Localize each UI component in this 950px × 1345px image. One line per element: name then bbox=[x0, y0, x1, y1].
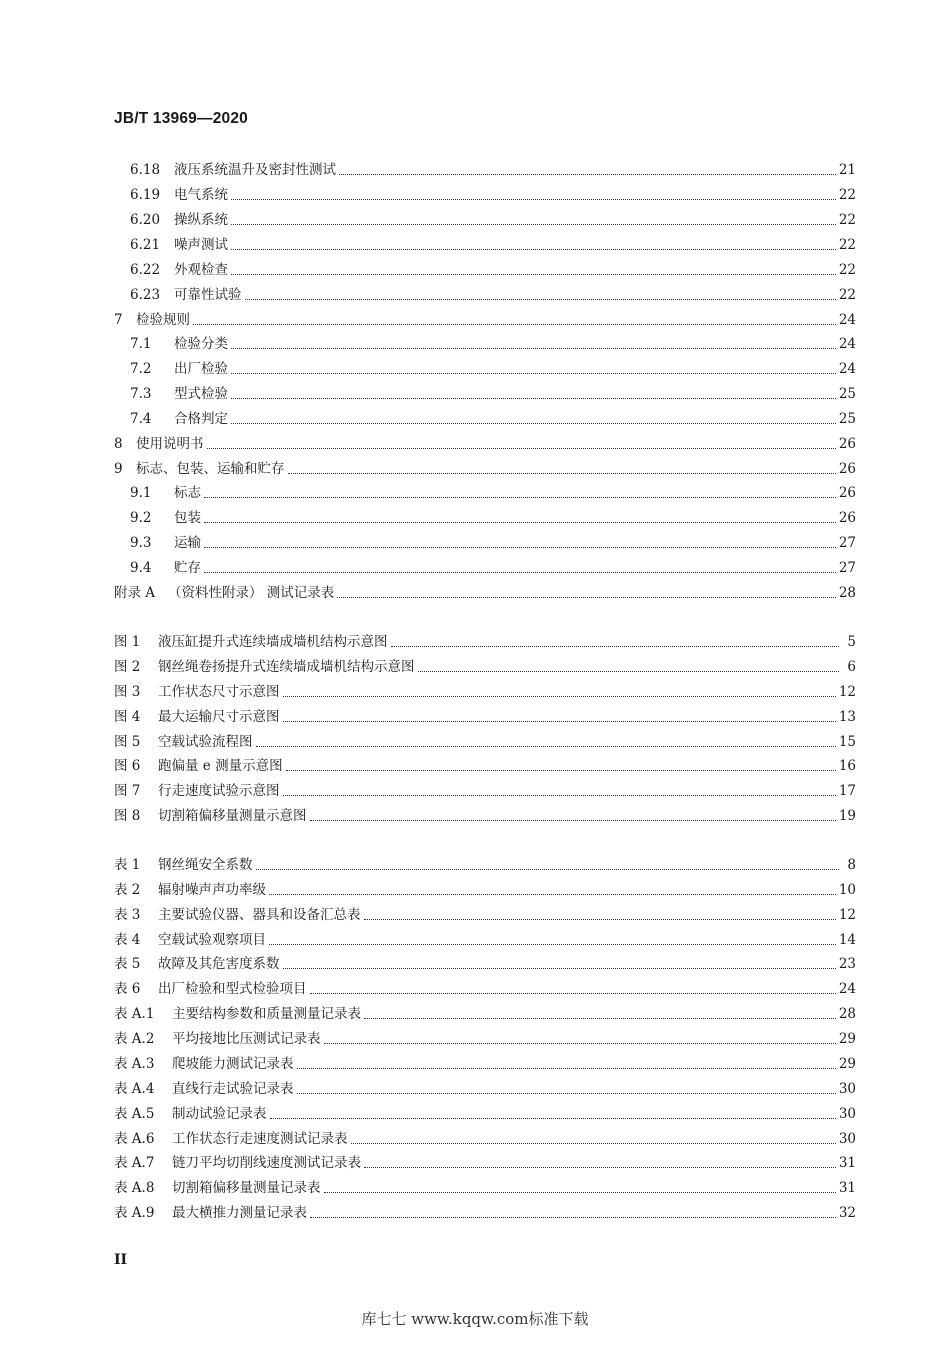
toc-entry-number: 表 A.1 bbox=[114, 1006, 155, 1022]
toc-entry-page: 10 bbox=[838, 882, 856, 898]
toc-entry-title: 型式检验 bbox=[174, 386, 228, 402]
toc-entry-page: 13 bbox=[838, 709, 856, 725]
toc-entry-number: 6.20 bbox=[130, 212, 161, 228]
toc-entry-page: 25 bbox=[838, 411, 856, 427]
toc-entry-title: 平均接地比压测试记录表 bbox=[172, 1031, 321, 1047]
toc-entry[interactable] bbox=[114, 432, 856, 452]
dot-leader bbox=[231, 372, 836, 374]
dot-leader bbox=[231, 248, 836, 250]
dot-leader bbox=[283, 794, 836, 796]
toc-entry-page: 17 bbox=[838, 783, 856, 799]
toc-entry[interactable] bbox=[114, 581, 856, 601]
toc-entry-number: 表 A.3 bbox=[114, 1056, 155, 1072]
toc-entry-page: 31 bbox=[838, 1180, 856, 1196]
toc-entry-page: 22 bbox=[838, 287, 856, 303]
dot-leader bbox=[204, 571, 836, 573]
dot-leader bbox=[269, 893, 836, 895]
dot-leader bbox=[231, 273, 836, 275]
toc-entry-page: 22 bbox=[838, 187, 856, 203]
toc-entry[interactable] bbox=[130, 332, 856, 352]
toc-entry[interactable] bbox=[114, 754, 856, 774]
toc-entry[interactable] bbox=[114, 1027, 856, 1047]
toc-entry-number: 表 A.5 bbox=[114, 1106, 155, 1122]
toc-entry-number: 表 A.7 bbox=[114, 1155, 155, 1171]
toc-entry-title: 包装 bbox=[174, 510, 201, 526]
toc-entry-number: 表 4 bbox=[114, 932, 141, 948]
toc-entry-title: 跑偏量 e 测量示意图 bbox=[158, 758, 283, 774]
page-number: II bbox=[114, 1252, 128, 1268]
dot-leader bbox=[286, 769, 836, 771]
toc-entry-title: 切割箱偏移量测量示意图 bbox=[158, 808, 307, 824]
toc-entry-number: 7.2 bbox=[130, 361, 152, 377]
toc-entry-page: 12 bbox=[838, 684, 856, 700]
toc-entry-page: 22 bbox=[838, 212, 856, 228]
dot-leader bbox=[339, 173, 836, 175]
toc-entry-page: 6 bbox=[847, 659, 856, 675]
dot-leader bbox=[269, 943, 836, 945]
toc-entry-number: 图 8 bbox=[114, 808, 141, 824]
toc-entry-title: 操纵系统 bbox=[174, 212, 228, 228]
toc-entry-number: 表 3 bbox=[114, 907, 141, 923]
toc-entry-page: 26 bbox=[838, 436, 856, 452]
toc-entry-title: 使用说明书 bbox=[136, 436, 204, 452]
dot-leader bbox=[256, 745, 836, 747]
toc-entry[interactable] bbox=[114, 903, 856, 923]
dot-leader bbox=[231, 223, 836, 225]
toc-entry-number: 9.3 bbox=[130, 535, 152, 551]
toc-entry[interactable] bbox=[130, 357, 856, 377]
toc-entry-title: 主要试验仪器、器具和设备汇总表 bbox=[158, 907, 361, 923]
toc-entry-page: 15 bbox=[838, 734, 856, 750]
toc-entry[interactable] bbox=[130, 407, 856, 427]
toc-entry[interactable] bbox=[130, 506, 856, 526]
toc-entry[interactable] bbox=[130, 183, 856, 203]
toc-entry-page: 5 bbox=[847, 634, 856, 650]
toc-entry-page: 22 bbox=[838, 237, 856, 253]
dot-leader bbox=[193, 323, 836, 325]
toc-entry-page: 27 bbox=[838, 560, 856, 576]
toc-entry-number: 图 5 bbox=[114, 734, 141, 750]
toc-entry[interactable] bbox=[130, 531, 856, 551]
toc-entry-title: 故障及其危害度系数 bbox=[158, 956, 280, 972]
dot-leader bbox=[231, 347, 836, 349]
toc-entry-number: 9.4 bbox=[130, 560, 152, 576]
toc-entry-title: 链刀平均切削线速度测试记录表 bbox=[172, 1155, 361, 1171]
dot-leader bbox=[391, 645, 840, 647]
toc-entry-number: 图 2 bbox=[114, 659, 141, 675]
toc-entry[interactable] bbox=[114, 1052, 856, 1072]
toc-entry-title: 行走速度试验示意图 bbox=[158, 783, 280, 799]
toc-entry-title: 切割箱偏移量测量记录表 bbox=[172, 1180, 321, 1196]
toc-entry-page: 24 bbox=[838, 981, 856, 997]
toc-entry-number: 表 A.8 bbox=[114, 1180, 155, 1196]
toc-entry-page: 32 bbox=[838, 1205, 856, 1221]
toc-entry-number: 附录 A bbox=[114, 585, 156, 601]
toc-entry[interactable] bbox=[114, 1077, 856, 1097]
toc-entry-title: 运输 bbox=[174, 535, 201, 551]
toc-entry-number: 6.23 bbox=[130, 287, 161, 303]
toc-entry-number: 8 bbox=[114, 436, 123, 452]
toc-entry[interactable] bbox=[114, 308, 856, 328]
toc-entry-page: 8 bbox=[847, 857, 856, 873]
toc-entry-number: 7.1 bbox=[130, 336, 152, 352]
toc-entry-number: 6.18 bbox=[130, 162, 161, 178]
dot-leader bbox=[283, 695, 836, 697]
toc-entry[interactable] bbox=[114, 630, 856, 650]
toc-entry-number: 图 4 bbox=[114, 709, 141, 725]
toc-entry[interactable] bbox=[114, 878, 856, 898]
dot-leader bbox=[310, 1216, 836, 1218]
toc-entry-page: 27 bbox=[838, 535, 856, 551]
toc-entry-number: 图 3 bbox=[114, 684, 141, 700]
toc-entry-title: 空载试验观察项目 bbox=[158, 932, 266, 948]
toc-entry[interactable] bbox=[114, 457, 856, 477]
toc-entry-page: 23 bbox=[838, 956, 856, 972]
toc-entry[interactable] bbox=[114, 705, 856, 725]
toc-entry-title: 钢丝绳安全系数 bbox=[158, 857, 253, 873]
toc-entry[interactable] bbox=[114, 730, 856, 750]
toc-entry[interactable] bbox=[114, 952, 856, 972]
toc-entry-number: 6.19 bbox=[130, 187, 161, 203]
toc-entry-page: 21 bbox=[838, 162, 856, 178]
dot-leader bbox=[364, 1166, 836, 1168]
toc-entry[interactable] bbox=[114, 804, 856, 824]
toc-entry-title: 最大运输尺寸示意图 bbox=[158, 709, 280, 725]
toc-entry-title: 辐射噪声声功率级 bbox=[158, 882, 266, 898]
dot-leader bbox=[297, 1067, 836, 1069]
dot-leader bbox=[324, 1042, 836, 1044]
toc-entry-title: 贮存 bbox=[174, 560, 201, 576]
toc-entry-page: 25 bbox=[838, 386, 856, 402]
toc-entry-title: 噪声测试 bbox=[174, 237, 228, 253]
toc-entry-number: 图 6 bbox=[114, 758, 141, 774]
dot-leader bbox=[231, 422, 836, 424]
toc-entry-page: 30 bbox=[838, 1131, 856, 1147]
toc-entry-title: 合格判定 bbox=[174, 411, 228, 427]
dot-leader bbox=[204, 546, 836, 548]
toc-entry-title: 标志 bbox=[174, 485, 201, 501]
toc-entry-number: 表 A.2 bbox=[114, 1031, 155, 1047]
toc-entry[interactable] bbox=[130, 208, 856, 228]
toc-entry[interactable] bbox=[114, 1151, 856, 1171]
toc-entry[interactable] bbox=[114, 779, 856, 799]
toc-entry[interactable] bbox=[114, 1127, 856, 1147]
toc-entry[interactable] bbox=[130, 283, 856, 303]
dot-leader bbox=[204, 496, 836, 498]
toc-entry[interactable] bbox=[130, 258, 856, 278]
toc-entry-number: 7.3 bbox=[130, 386, 152, 402]
toc-entry-page: 29 bbox=[838, 1031, 856, 1047]
toc-entry[interactable] bbox=[114, 1176, 856, 1196]
toc-entry-page: 24 bbox=[838, 312, 856, 328]
toc-entry[interactable] bbox=[114, 680, 856, 700]
toc-entry[interactable] bbox=[114, 1201, 856, 1221]
toc-entry[interactable] bbox=[114, 977, 856, 997]
toc-entry-number: 9.1 bbox=[130, 485, 152, 501]
toc-entry-number: 表 A.9 bbox=[114, 1205, 155, 1221]
toc-entry-page: 14 bbox=[838, 932, 856, 948]
toc-entry-number: 6.21 bbox=[130, 237, 161, 253]
toc-entry-title: 工作状态尺寸示意图 bbox=[158, 684, 280, 700]
toc-entry-title: 爬坡能力测试记录表 bbox=[172, 1056, 294, 1072]
toc-entry-number: 表 2 bbox=[114, 882, 141, 898]
toc-entry-title: 工作状态行走速度测试记录表 bbox=[172, 1131, 348, 1147]
toc-entry-title: 外观检查 bbox=[174, 262, 228, 278]
dot-leader bbox=[283, 967, 836, 969]
toc-entry-number: 9 bbox=[114, 461, 123, 477]
toc-entry[interactable] bbox=[114, 1102, 856, 1122]
toc-entry-page: 28 bbox=[838, 1006, 856, 1022]
dot-leader bbox=[288, 472, 836, 474]
dot-leader bbox=[364, 1017, 836, 1019]
toc-entry-title: 钢丝绳卷扬提升式连续墙成墙机结构示意图 bbox=[158, 659, 415, 675]
toc-entry-title: 液压系统温升及密封性测试 bbox=[174, 162, 336, 178]
toc-entry[interactable] bbox=[130, 556, 856, 576]
toc-entry-title: 标志、包装、运输和贮存 bbox=[136, 461, 285, 477]
dot-leader bbox=[351, 1142, 836, 1144]
document-code: JB/T 13969—2020 bbox=[114, 110, 248, 127]
dot-leader bbox=[310, 992, 836, 994]
toc-entry-page: 31 bbox=[838, 1155, 856, 1171]
toc-entry-title: 液压缸提升式连续墙成墙机结构示意图 bbox=[158, 634, 388, 650]
toc-entry-title: 可靠性试验 bbox=[174, 287, 242, 303]
toc-entry-title: 空载试验流程图 bbox=[158, 734, 253, 750]
toc-entry-title: 检验规则 bbox=[136, 312, 190, 328]
toc-entry-page: 24 bbox=[838, 336, 856, 352]
toc-entry-title: 主要结构参数和质量测量记录表 bbox=[172, 1006, 361, 1022]
toc-entry-number: 表 1 bbox=[114, 857, 141, 873]
dot-leader bbox=[324, 1191, 836, 1193]
watermark-text: 库七七 www.kqqw.com标准下载 bbox=[361, 1310, 589, 1328]
toc-entry-title: 检验分类 bbox=[174, 336, 228, 352]
toc-entry[interactable] bbox=[130, 481, 856, 501]
toc-entry-page: 29 bbox=[838, 1056, 856, 1072]
dot-leader bbox=[297, 1092, 836, 1094]
toc-entry-page: 30 bbox=[838, 1081, 856, 1097]
toc-entry-title: 电气系统 bbox=[174, 187, 228, 203]
toc-entry[interactable] bbox=[114, 853, 856, 873]
dot-leader bbox=[204, 521, 836, 523]
dot-leader bbox=[283, 720, 836, 722]
toc-entry-title: （资料性附录） 测试记录表 bbox=[168, 585, 335, 601]
toc-entry-number: 表 5 bbox=[114, 956, 141, 972]
toc-entry[interactable] bbox=[114, 655, 856, 675]
dot-leader bbox=[270, 1117, 836, 1119]
toc-entry[interactable] bbox=[114, 928, 856, 948]
toc-entry-number: 7.4 bbox=[130, 411, 152, 427]
toc-entry-page: 19 bbox=[838, 808, 856, 824]
toc-entry-page: 28 bbox=[838, 585, 856, 601]
dot-leader bbox=[231, 198, 836, 200]
toc-entry-page: 30 bbox=[838, 1106, 856, 1122]
toc-entry-page: 16 bbox=[838, 758, 856, 774]
dot-leader bbox=[231, 397, 836, 399]
dot-leader bbox=[418, 670, 840, 672]
dot-leader bbox=[245, 298, 836, 300]
toc-entry-page: 12 bbox=[838, 907, 856, 923]
toc-entry[interactable] bbox=[130, 233, 856, 253]
dot-leader bbox=[337, 596, 836, 598]
toc-entry-number: 图 1 bbox=[114, 634, 141, 650]
toc-entry-title: 出厂检验和型式检验项目 bbox=[158, 981, 307, 997]
toc-entry[interactable] bbox=[130, 382, 856, 402]
toc-entry-number: 9.2 bbox=[130, 510, 152, 526]
dot-leader bbox=[207, 447, 836, 449]
toc-entry-number: 6.22 bbox=[130, 262, 161, 278]
toc-entry-page: 26 bbox=[838, 510, 856, 526]
toc-entry[interactable] bbox=[130, 158, 856, 178]
toc-entry-title: 制动试验记录表 bbox=[172, 1106, 267, 1122]
toc-entry-title: 直线行走试验记录表 bbox=[172, 1081, 294, 1097]
toc-entry-page: 26 bbox=[838, 461, 856, 477]
dot-leader bbox=[310, 819, 836, 821]
toc-entry-page: 26 bbox=[838, 485, 856, 501]
toc-entry-title: 出厂检验 bbox=[174, 361, 228, 377]
toc-entry-title: 最大横推力测量记录表 bbox=[172, 1205, 307, 1221]
toc-entry-page: 24 bbox=[838, 361, 856, 377]
dot-leader bbox=[364, 918, 836, 920]
toc-entry[interactable] bbox=[114, 1002, 856, 1022]
toc-entry-page: 22 bbox=[838, 262, 856, 278]
toc-entry-number: 表 A.6 bbox=[114, 1131, 155, 1147]
toc-entry-number: 表 6 bbox=[114, 981, 141, 997]
dot-leader bbox=[256, 868, 840, 870]
toc-entry-number: 图 7 bbox=[114, 783, 141, 799]
toc-entry-number: 7 bbox=[114, 312, 123, 328]
toc-entry-number: 表 A.4 bbox=[114, 1081, 155, 1097]
